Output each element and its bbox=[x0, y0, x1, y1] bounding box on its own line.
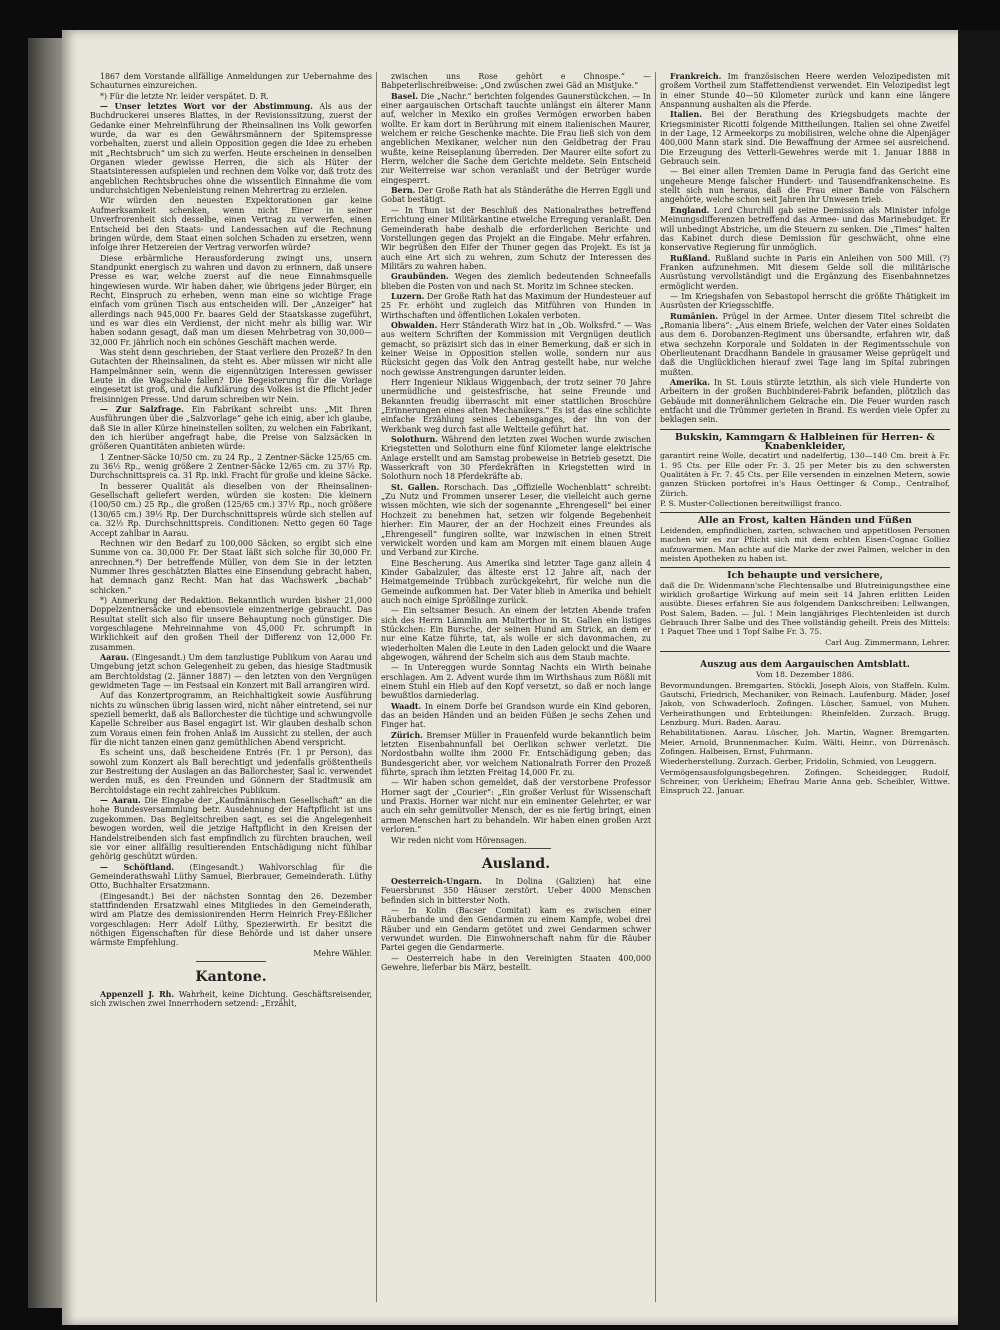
paragraph: — Ein seltsamer Besuch. An einem der letzten Abende trafen sich des Herrn Lämmlin am Multerthor in St. Gallen ein listiges Stückchen: Ein Bursche, der seinen Hund am Strick, an dem er nur eine Katze führte, tat, als wolle er sich davonmachen, zu wiederholten Malen die Leute in den Laden gelockt und die Waare abgewogen, während der Schelm sich aus dem Staub machte. bbox=[381, 606, 651, 662]
article bbox=[660, 378, 950, 425]
paragraph: Eine Bescherung. Aus Amerika sind letzter Tage ganz allein 4 Kinder Gabalzuler, das älteste erst 12 Jahre alt, nach der Heimatgemeinde Trübbach zurückgekehrt, für welche nun die Gemeinde aufkommen hat. Der Vater blieb in Amerika und behielt auch noch einige Sprößlinge zurück. bbox=[381, 558, 651, 605]
advertisement-flechtensalbe bbox=[660, 567, 950, 647]
article-body: In Dolina (Galizien) hat eine Feuersbrunst 350 Häuser zerstört. Ueber 4000 Menschen befinden sich in bitterster Noth. bbox=[381, 876, 651, 905]
article-heading: Bern. bbox=[391, 186, 416, 196]
article-heading: Rumänien. bbox=[670, 311, 718, 321]
paragraph: — In Untereggen wurde Sonntag Nachts ein Wirth beinahe erschlagen. Am 2. Advent wurde ihm im Wirthshaus zum Rößli mit einem Stuhl ein Hieb auf den Kopf versetzt, so daß er noch lange bewußtlos darniederlag. bbox=[381, 663, 651, 701]
amtsblatt-section bbox=[660, 651, 950, 796]
article-body: Herr Ständerath Wirz hat in „Ob. Wolksfrd.“ — Was aus weitern Schriften der Kommission mit Vergnügen deutlich gemacht, so präzisirt sich das in einer Bemerkung, daß er sich in keiner Weise in Opposition stellen wolle, sondern nur aus Rücksicht gegen das Volk den Antrag gestellt habe, nur welche noch gewisse Anstrengungen darunter leiden. bbox=[381, 320, 651, 377]
article-body: (Eingesandt.) Wahlvorschlag für die Gemeinderathswahl Lüthy Samuel, Bierbrauer, Gemeinderath. Lüthy Otto, Buchhalter Ersatzmann. bbox=[90, 862, 372, 891]
article-body: Während den letzten zwei Wochen wurde zwischen Kriegstetten und Solothurn eine fünf Kilometer lange elektrische Anlage erstellt und am Samstag probeweise in Betrieb gesetzt. Die Wasserkraft von 30 Pferdekräften in Kriegstetten wird in Solothurn noch 18 Pferdekräfte ab. bbox=[381, 435, 651, 482]
article-body: Wahrheit, keine Dichtung. Geschäftsreisender, sich zwischen zwei Innerrhodern setzend: „Erzählt, bbox=[90, 989, 372, 1009]
article-heading: Rußland. bbox=[670, 253, 711, 263]
column-rule bbox=[376, 72, 377, 1302]
footnote: *) Für die letzte Nr. leider verspätet. D. R. bbox=[100, 91, 269, 101]
article-body: Die Eingabe der „Kaufmännischen Gesellschaft“ an die hohe Bundesversammlung betr. Ausdehnung der Haftpflicht ist uns zugekommen. Das Begleitschreiben sagt, es sei die Angelegenheit bewogen worden, weil die jetzige Haftpflicht in den Kreisen der Handelstreibenden sich fast empfindlich zu fürchten brauchen, weil sie vor einer allfällig resultierenden Entschädigung nicht fühlbar gehörig geschützt würden. bbox=[90, 796, 372, 862]
paragraph: Diese erbärmliche Herausforderung zwingt uns, unsern Standpunkt energisch zu wahren und davon zu erinnern, daß unsere Presse es war, welche zuerst auf die neue Einnahmsquelle hingewiesen wurde. Wir haben daher, wie übrigens jeder Bürger, ein Recht, Einspruch zu erheben, wenn man eine so wichtige Frage einfach vom grünen Tisch aus entscheiden will. Der „Anzeiger“ hat allerdings nach 945,000 Fr. baares Geld der Staatskasse zugeführt, und es war dies ein Verdienst, der nicht mehr als billig war. Wir haben sodann gesagt, daß man um diesen Mehrbetrag von 30,000—32,000 Fr. jährlich noch ein schönes Geschäft machen werde. bbox=[90, 253, 372, 347]
ad-postscript: P. S. Muster-Collectionen bereitwilligst franco. bbox=[660, 499, 842, 509]
article bbox=[90, 990, 372, 1009]
paragraph: Es scheint uns, daß bescheidene Entrés (Fr. 1 pr Person), das sowohl zum Konzert als Ball berechtigt und jedenfalls größtentheils zur Bestreitung der Auslagen an das Ballorchester, Saal ic. verwendet werden muß, es den Freunden und Gönnern der Stadtmusik am Berchtoldstage ein recht zahlreiches Publikum. bbox=[90, 748, 372, 795]
article-body: (Eingesandt.) Um dem tanzlustige Publikum von Aarau und Umgebung jetzt schon Gelegenheit zu geben, das hiesige Stadtmusik am Berchtoldstag (2. Jänner 1887) — den letzten von den Vergnügen gewidmeten Tage — im Festsaal ein Konzert mit Ball arrangiren wird. bbox=[90, 652, 372, 690]
article-heading: Oesterreich-Ungarn. bbox=[391, 876, 483, 886]
paragraph: Rechnen wir den Bedarf zu 100,000 Säcken, so ergibt sich eine Summe von ca. 30,000 Fr. Der Staat läßt sich solche für 30,000 Fr. anrechnen.*) Der betreffende Müller, von dem Sie in der letzten Nummer Ihres geschätzten Blattes eine Einsendung gebracht haben, hat demnach ganz Recht. Man hat das Wachswerk „bachab“ schicken.“ bbox=[90, 538, 372, 595]
amtsblatt-entry: Bevormundungen. Bremgarten. Stöckli, Joseph Alois, von Staffeln. Kulm. Gautschi, Friedrich, Mechaniker, von Reinach. Laufenburg. Mäder, Josef Jakob, von Schwaderloch. Zofingen. Lüscher, Samuel, von Muhen. Verheirathungen und Erbteilungen: Rheinfelden. Zurzach. Brugg. Lenzburg. Muri. Baden. Aarau. bbox=[660, 680, 950, 727]
article-heading: Appenzell J. Rh. bbox=[100, 989, 175, 999]
article-heading: England. bbox=[670, 205, 710, 215]
article-body: Wegen des ziemlich bedeutenden Schneefalls blieben die Posten von und nach St. Moritz im Schnee stecken. bbox=[381, 272, 651, 291]
article-body: Die „Nachr.“ berichten folgendes Gaunerstückchen. — In einer aargauischen Ortschaft tauchte unlängst ein älterer Mann auf, welcher in Mexiko ein großes Vermögen erworben haben wollte. Er kam dort in Berührung mit einem italienischen Maurer, welchem er reiche Geschenke machte. Die Frau ließ sich von dem angeblichen Mexikaner, welcher nun den Geldbetrag der Frau wußte, keine Reiseplanung überreden. Der Maurer eilte sofort zu Herrn, welcher die Sache dem Gerichte meldete. Sein Entscheid zur Weiterreise war schon veranlaßt und der Betrüger wurde eingesperrt. bbox=[381, 91, 651, 185]
advertisement-bukskin bbox=[660, 429, 950, 509]
paragraph: Wir würden den neuesten Expektorationen gar keine Aufmerksamkeit schenken, wenn nicht Einer in seiner Unverfrorenheit sich desselbe, einen Vertrag zu verwerfen, einen Entscheid bei den Staats- und Landessachen auf die Rechnung bringen würde, dem Staat einen solchen Schaden zu ersetzen, wenn infolge ihrer Hetzereien der Vertrag verworfen würde? bbox=[90, 196, 372, 253]
amtsblatt-title: Auszug aus dem Aargauischen Amtsblatt. bbox=[700, 659, 910, 670]
article-heading: Aarau. bbox=[100, 652, 129, 662]
paragraph: — In Thun ist der Beschluß des Nationalrathes betreffend Errichtung einer Militärkantine etwelche Erregung veranlaßt. Den Gemeinderath habe deshalb die erforderlichen Berichte und Vorstellungen gegen das Projekt an die Eingabe. Mehr erfahren. Wir begrüßen den Eifer der Thuner gegen das Projekt. Es ist ja auch eine Art sich zu wehren, zum Schutz der Interessen des Militärs zu wahren haben. bbox=[381, 205, 651, 271]
article-heading: Basel. bbox=[391, 91, 418, 101]
footnote: *) Anmerkung der Redaktion. Bekanntlich wurden bisher 21,000 Doppelzentnersäcke und ebensoviele einzentnerige gebraucht. Das Resultat stellt sich also für unsere Behauptung noch günstiger. Die vorgeschlagene Mehreinnahme von 45,000 Fr. schrumpft in Wirklichkeit auf den großen Theil der Differenz von 12,000 Fr. zusammen. bbox=[90, 595, 372, 652]
paragraph: 1 Zentner-Säcke 10/50 cm. zu 24 Rp., 2 Zentner-Säcke 125/65 cm. zu 36½ Rp., wenig größere 2 Zentner-Säcke 12/65 cm. zu 37½ Rp. Durchschnittspreis ca. 31 Rp. inkl. Fracht für große und kleine Säcke. bbox=[90, 452, 372, 481]
article-heading: — Aarau. bbox=[100, 796, 141, 806]
article bbox=[381, 92, 651, 185]
article-body: Rußland suchte in Paris ein Anleihen von 500 Mill. (?) Franken aufzunehmen. Mit diesem Gelde soll die militärische Ausrüstung vervollständigt und die Ergänzung des Eisenbahnnetzes ermöglicht werden. bbox=[660, 253, 950, 291]
article bbox=[90, 405, 372, 452]
paragraph: — In Kolin (Bacser Comitat) kam es zwischen einer Räuberbande und den Gendarmen zu einem Kampfe, wobei drei Räuber und ein Gendarm getötet und zwei Gendarmen schwer verwundet wurden. Die Einwohnerschaft nahm für die Räuber Partei gegen die Gendarmerie. bbox=[381, 905, 651, 953]
article bbox=[381, 435, 651, 482]
ad-body: daß die Dr. Widenmann'sche Flechtensalbe und Blutreinigungsthee eine wirklich großartige Wirkung auf mein seit 14 Jahren erlitten Leiden ausübte. Dieses erfahren Sie aus folgendem Dankschreiben: Lellwangen, Post Salem, Baden. — Jul. ! Mein langjähriges Flechtenleiden ist durch Gebrauch Ihrer Salbe und des Thee vollständig geheilt. Preis des Mittels: 1 Paquet Thee und 1 Topf Salbe Fr. 3. 75. bbox=[660, 580, 950, 637]
article bbox=[381, 272, 651, 291]
paragraph: — Wir haben schon gemeldet, daß der verstorbene Professor Horner sagt der „Courier“: „Ein großer Verlust für Wissenschaft und Praxis. Horner war nicht nur ein eminenter Gelehrter, er war auch ein sehr gemütvoller Mensch, der es nie fertig bringt, einen armen Menschen hart zu behandeln. Wir haben einen großen Arzt verloren.“ bbox=[381, 778, 651, 835]
article bbox=[90, 863, 372, 891]
paragraph: 1867 dem Vorstande allfällige Anmeldungen zur Uebernahme des Schauturnes einzureichen. bbox=[90, 72, 372, 91]
paragraph: zwischen uns Rose gehört e Chnospe.“ — Babpeterlischreibweise: „Ond zwüschen zwei Gäd an Mistjuke.“ bbox=[381, 72, 651, 91]
article-body: Lord Churchill gab seine Demission als Minister infolge Meinungsdifferenzen betreffend das Armee- und das Marinebudget. Er will unbedingt Abstriche, um die Steuern zu senken. Die „Times“ halten das Kabinet durch diese Demission für geschwächt, ohne eine konservative Regierung für unmöglich. bbox=[660, 205, 950, 253]
ad-body: Leidenden, empfindlichen, zarten, schwachen und appetitlosen Personen machen wir es zur Pflicht sich mit dem echten Eisen-Cognac Golliez aufzuwarmen. Man achte auf die Marke der zwei Palmen, welcher in den meisten Apotheken zu haben ist. bbox=[660, 525, 950, 563]
paragraph: — Bei einer allen Tremien Dame in Perugia fand das Gericht eine ungeheure Menge falscher Hundert- und Tausendfrankenscheine. Es stellt sich nun heraus, daß die Frau einer Bande von Fälschern angehörte, welche schon seit Jahren ihr Unwesen trieb. bbox=[660, 167, 950, 205]
article-heading: Luzern. bbox=[391, 291, 425, 301]
article bbox=[381, 702, 651, 730]
amtsblatt-entry: Wiederherstellung. Zurzach. Gerber, Fridolin, Schmied, von Leuggern. bbox=[660, 757, 937, 767]
article-heading: Italien. bbox=[670, 110, 702, 120]
signature: Mehre Wähler. bbox=[313, 948, 372, 958]
article bbox=[660, 254, 950, 291]
article-body: Prügel in der Armee. Unter diesem Titel schreibt die „Romania libera“: „Aus einem Briefe, welchen der Vater eines Soldaten aus dem 6. Dorobanzen-Regiment uns übersandte, erfahren wir, daß etwa sechzehn Korporale und Soldaten in der Regimentsschule von Oberlieutenant Dracdhann Bandele in grausamer Weise geprügelt und daß die Unglücklichen hierauf zwei Tage lang im Spital zubringen mußten. bbox=[660, 311, 950, 377]
section-heading-ausland: Ausland. bbox=[481, 855, 551, 872]
paragraph: In besserer Qualität als dieselben von der Rheinsalinen-Gesellschaft geliefert werden, würden sie kosten: Die kleinern (100/50 cm.) 25 Rp., die großen (125/65 cm.) 37½ Rp., noch größere (130/65 cm.) 39½ Rp. Der Durchschnittspreis würde sich stellen auf ca. 32½ Rp. Durchschnittspreis. Conditionen: Netto gegen 60 Tage Accept zahlbar in Aarau. bbox=[90, 481, 372, 538]
article-body: Im französischen Heere werden Velozipedisten mit großem Vortheil zum Staffettendienst verwendet. Ein Velozipedist legt in einer Stunde 40—50 Kilometer zurück und kann eine längere Anspannung aushalten als die Pferde. bbox=[660, 72, 950, 110]
article-heading: Waadt. bbox=[391, 701, 422, 711]
article bbox=[660, 206, 950, 253]
article-heading: — Schöftland. bbox=[100, 862, 175, 872]
article-heading: — Unser letztes Wort vor der Abstimmung. bbox=[100, 102, 313, 112]
article-heading: Solothurn. bbox=[391, 435, 438, 445]
article bbox=[381, 321, 651, 377]
amtsblatt-date: Vom 18. Dezember 1886. bbox=[755, 670, 855, 680]
article-body: Als aus der Buchdruckerei unseres Blattes, in der Revisionssitzung, zuerst der Gedanke einer Mehreinführung der Rheinsalinen ins Volk geworfen wurde, da war es den Gewährsmännern der Spitemspresse vorbehalten, zuerst und allein Opposition gegen die Idee zu erheben mit „Rechtsbruch“ um sich zu werfen. Heute erscheinen in denselben Organen wieder gewisse Herren, die sich als Hüter der Staatsinteressen aufspielen und rechnen dem Volke vor, daß trotz des angeblichen Rechtsbruches ohne die wissentlich Einnahme die vom undurchsichtigen Nebenleistung reinen Mehrertrag zu erzielen. bbox=[90, 102, 372, 196]
article-heading: Zürich. bbox=[391, 730, 423, 740]
article bbox=[660, 312, 950, 377]
article bbox=[90, 653, 372, 690]
paragraph: — Im Kriegshafen von Sebastopol herrscht die größte Thätigkeit im Ausrüsten der Kriegsschiffe. bbox=[660, 291, 950, 311]
amtsblatt-entry: Vermögensausfolgungsbegehren. Zofingen. Scheidegger, Rudolf, Schreiner, von Uerkheim; Ehefrau Marie Anna geb. Scheibler, Wittwe. Einspruch 22. Januar. bbox=[660, 767, 950, 796]
article-body: Bei der Berathung des Kriegsbudgets machte der Kriegsminister Ricotti folgende Mittheilungen. Italien sei ohne Zweifel in der Lage, 12 Armeekorps zu mobilisiren, welche ohne die Alpenjäger 400,000 Mann stark sind. Die Bewaffnung der Armee sei ausreichend. Die Erzeugung des Vetterli-Gewehres werde mit 1. Januar 1888 in Gebrauch sein. bbox=[660, 110, 950, 167]
article-heading: Frankreich. bbox=[670, 72, 722, 81]
article-heading: St. Gallen. bbox=[391, 482, 440, 492]
ad-title: Bukskin, Kammgarn & Halbleinen für Herren- & Knabenkleider, bbox=[675, 431, 935, 453]
article bbox=[381, 292, 651, 320]
article bbox=[660, 72, 950, 109]
article-body: Bremser Müller in Frauenfeld wurde bekanntlich beim letzten Eisenbahnunfall bei Oerlikon schwer verletzt. Die Nordostbahn wollte ihm 2000 Fr. Entschädigung geben; das Bundesgericht aber, vor welchem Nationalrath Forrer den Prozeß führte, sprach ihm letzten Freitag 14,000 Fr. zu. bbox=[381, 730, 651, 778]
ad-title: Alle an Frost, kalten Händen und Füßen bbox=[698, 515, 912, 527]
article bbox=[660, 110, 950, 166]
paragraph: — Oesterreich habe in den Vereinigten Staaten 400,000 Gewehre, lieferbar bis März, bestellt. bbox=[381, 953, 651, 972]
paragraph: (Eingesandt.) Bei der nächsten Sonntag den 26. Dezember stattfindenden Ersatzwahl eines Mitgliedes in den Gemeinderath, wird am Platze des demissionirenden Herrn Heinrich Frey-Eßlicher vorgeschlagen: Herr Adolf Lüthy, Spezierwirth. Er besitzt die nöthigen Eigenschaften für diese Behörde und ist daher unsere wärmste Empfehlung. bbox=[90, 891, 372, 948]
article-body: In einem Dorfe bei Grandson wurde ein Kind geboren, das an beiden Händen und an beiden Füßen je sechs Zehen und Finger hat. bbox=[381, 701, 651, 730]
article-body: Rorschach. Das „Offizielle Wochenblatt“ schreibt: „Zu Nutz und Frommen unserer Leser, die vielleicht auch gerne wissen möchten, wie sich der sogenannte „Ehrengesell“ bei einer Hochzeit zu benehmen hat, setzen wir folgende Begebenheit hierher: Ein Maurer, der an der Hochzeit eines Freundes als „Ehrengesell“ fungiren sollte, war inzwischen in einen Streit verwickelt worden und kam am Morgen mit einem blauen Auge und Verband zur Kirche. bbox=[381, 482, 651, 558]
paragraph: Herr Ingenieur Niklaus Wiggenbach, der trotz seiner 70 Jahre unermüdliche und geistesfrische, hat seine Freunde und Bekannten freudig überrascht mit einer stattlichen Broschüre „Erinnerungen eines alten Mechanikers.“ Es ist das eine schlichte einfache Erzählung seines Lebensganges, der ihn von der Werkbank weg durch fast alle Weltteile geführt hat. bbox=[381, 378, 651, 434]
article bbox=[381, 731, 651, 778]
article-heading: Obwalden. bbox=[391, 320, 438, 330]
section-divider bbox=[196, 961, 266, 962]
paragraph: Wir reden nicht vom Hörensagen. bbox=[391, 835, 527, 845]
section-divider bbox=[481, 848, 551, 849]
advertisement-frost bbox=[660, 512, 950, 563]
article bbox=[381, 877, 651, 905]
scan-margin bbox=[958, 30, 1000, 1330]
article bbox=[90, 102, 372, 195]
article-heading: — Zur Salzfrage. bbox=[100, 405, 184, 415]
column-rule bbox=[655, 72, 656, 1302]
article bbox=[381, 186, 651, 205]
article-body: Ein Fabrikant schreibt uns: „Mit Ihren Ausführungen über die „Salzvorlage“ gehe ich einig, aber ich glaube, daß Sie in aller Kürze hineinstellen sollten, zu welchen ein Fabrikant, den ich hierüber angefragt habe, die Preise von Salzsäcken in größeren Quantitäten anbieten würde: bbox=[90, 405, 372, 452]
paragraph: Auf das Konzertprogramm, an Reichhaltigkeit sowie Ausführung nichts zu wünschen übrig lassen wird, nicht näher eintretend, sei nur speziell bemerkt, daß als Ballorchester die tüchtige und schwungvolle Kapelle Schreiber aus Basel engagirt ist. Wir glauben deshalb schon zum Voraus einen fein frohen Anlaß im Aussicht zu stellen, der auch für die nicht tanzen einen ganz gemüthlichen Abend verspricht. bbox=[90, 691, 372, 748]
amtsblatt-entry: Rehabilitationen. Aarau. Lüscher, Joh. Martin, Wagner. Bremgarten. Meier, Arnold, Brunnenmacher. Kulm. Wälti, Heinr., von Dürrenäsch. Zofingen. Halbeisen, Ernst, Fuhrmann. bbox=[660, 728, 950, 757]
ad-title: Ich behaupte und versichere, bbox=[727, 570, 883, 582]
ad-signature: Carl Aug. Zimmermann, Lehrer. bbox=[825, 637, 950, 647]
article-body: Der Große Rath hat das Maximum der Hundesteuer auf 25 Fr. erhöht und zugleich das Mitführen von Hunden in Wirthschaften und öffentlichen Lokalen verboten. bbox=[381, 291, 651, 320]
paragraph: Was steht denn geschrieben, der Staat verliere den Prozeß? In den Gutachten der Rheinsalinen, da steht es. Aber müssen wir nicht alle Hampelmänner sein, wenn die eigennützigen Interessen gewisser Leute in die Wagschale fallen? Die Begeisterung für die Vorlage eingesetzt ist groß, und die Aufklärung des Volkes ist die Pflicht jeder freisinnigen Presse. Und darum schreiben wir Nein. bbox=[90, 347, 372, 404]
article-heading: Amerika. bbox=[670, 378, 710, 387]
ad-body: garantirt reine Wolle, decatirt und nadelfertig, 130—140 Cm. breit à Fr. 1. 95 Cts. per Elle oder Fr. 3. 25 per Meter bis zu den schwersten Qualitäten à Fr. 7. 45 Cts. per Elle versenden in einzelnen Metern, sowie ganzen Stücken portofrei in's Haus Oettinger & Comp., Centralhof, Zürich. bbox=[660, 451, 950, 498]
article bbox=[90, 796, 372, 861]
article bbox=[381, 483, 651, 558]
section-heading-kantone: Kantone. bbox=[195, 968, 267, 985]
column-1 bbox=[90, 72, 372, 1302]
article-body: In St. Louis stürzte letzthin, als sich viele Hunderte von Arbeitern in der großen Buchbinderei-Fabrik befanden, plötzlich das Gebäude mit donnerähnlichem Gekrache ein. Die Feuer wurden rasch entfacht und die Trümmer gerieten in Brand. Es werden viele Opfer zu beklagen sein. bbox=[660, 378, 950, 425]
article-heading: Graubünden. bbox=[391, 272, 449, 282]
article-body: Der Große Rath hat als Ständeräthe die Herren Eggli und Gobat bestätigt. bbox=[381, 186, 651, 205]
column-2 bbox=[381, 72, 651, 1302]
column-3 bbox=[660, 72, 950, 1302]
